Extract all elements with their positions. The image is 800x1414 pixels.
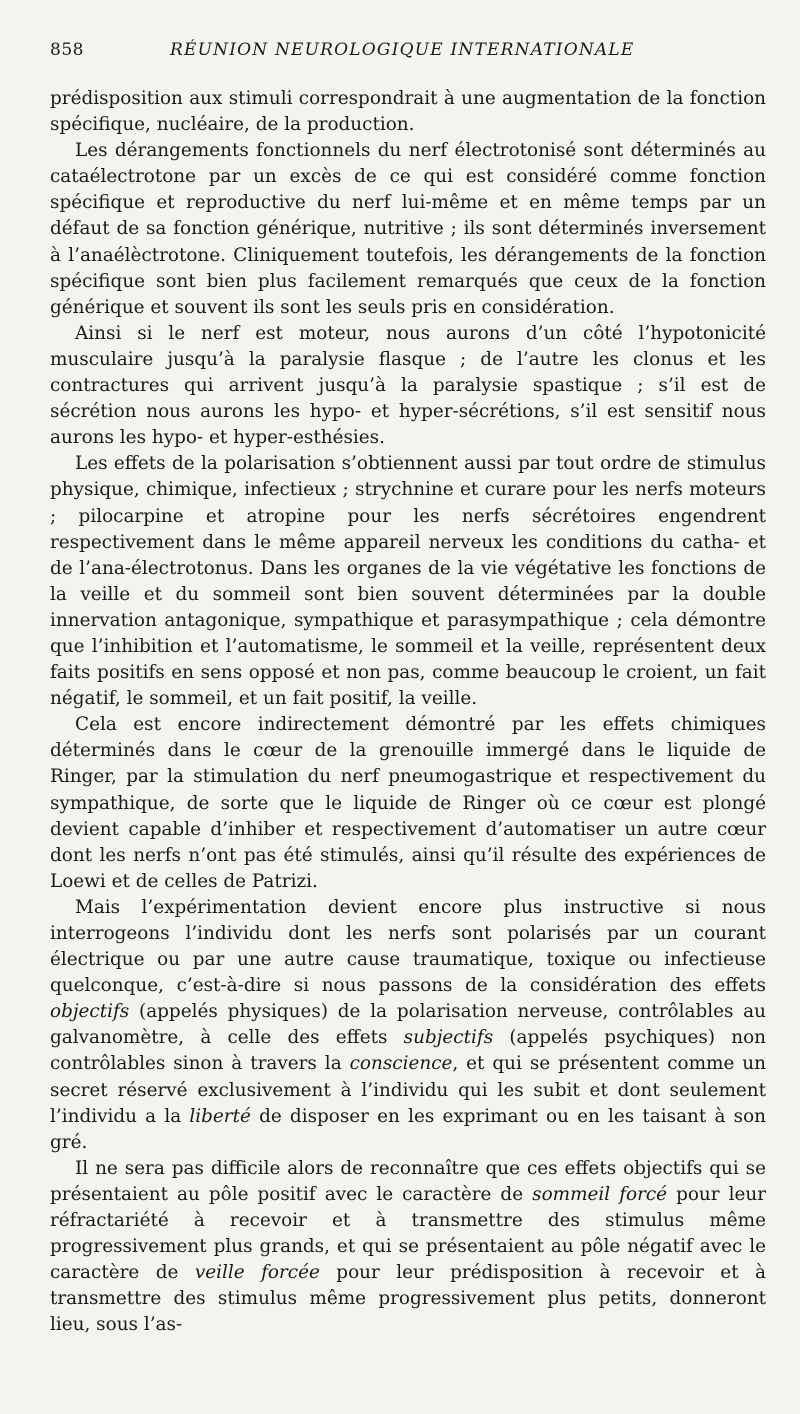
paragraph — [50, 451, 766, 712]
paragraph — [50, 321, 766, 451]
text-run: Ainsi si le nerf est moteur, nous aurons d’un côté l’hypotonicité musculaire jusqu’à la paralysie flasque ; de l’autre les clonus et les contractures qui arrivent jusqu’à la paralysie spastique ; s’il est de sécrétion nous aurons les hypo- et hyper-sécrétions, s’il est sensitif nous aurons les hypo- et hyper-esthésies. — [50, 322, 766, 449]
text-run: pour leur réfractariété à recevoir et à transmettre des stimulus même progressivement plus grands, et qui se présentaient au pôle négatif avec le caractère de — [50, 1183, 766, 1284]
text-run: Les effets de la polarisation s’obtiennent aussi par tout ordre de stimulus physique, chimique, infectieux ; strychnine et curare pour les nerfs moteurs ; pilocarpine et atropine pour les nerfs sécrétoires engendrent respectivement dans le même appareil nerveux les conditions du catha- et de l’ana-électrotonus. Dans les organes de la vie végétative les fonctions de la veille et du sommeil sont bien souvent déterminées par la double innervation antagonique, sympathique et parasympathique ; cela démontre que l’inhibition et l’automatisme, le sommeil et la veille, représentent deux faits positifs en sens opposé et non pas, comme beaucoup le croient, un fait négatif, le sommeil, et un fait positif, la veille. — [50, 453, 766, 710]
italic-term: conscience — [349, 1053, 453, 1075]
text-run: Cela est encore indirectement démontré par les effets chimiques déterminés dans le cœur de la grenouille immergé dans le liquide de Ringer, par la stimulation du nerf pneumogastrique et respectivement du sympathique, de sorte que le liquide de Ringer où ce cœur est plongé devient capable d’inhiber et respectivement d’automatiser un autre cœur dont les nerfs n’ont pas été stimulés, ainsi qu’il résulte des expériences de Loewi et de celles de Patrizi. — [50, 714, 766, 892]
body-text — [50, 86, 766, 1339]
italic-term: sommeil forcé — [532, 1183, 668, 1205]
page-number: 858 — [50, 40, 84, 60]
paragraph — [50, 138, 766, 321]
running-head — [50, 40, 766, 74]
italic-term: objectifs — [50, 1001, 130, 1023]
text-run: (appelés psychiques) non contrôlables sinon à travers la — [50, 1027, 767, 1075]
text-run: Il ne sera pas difficile alors de reconnaître que ces effets objectifs qui se présentaient au pôle positif avec le caractère de — [50, 1157, 766, 1205]
text-run: prédisposition aux stimuli correspondrait à une augmentation de la fonction spécifique, nucléaire, de la production. — [50, 88, 766, 136]
text-run: (appelés physiques) de la polarisation nerveuse, contrôlables au galvanomètre, à celle des effets — [50, 1001, 766, 1049]
text-run: de disposer en les exprimant ou en les taisant à son gré. — [50, 1105, 766, 1153]
italic-term: liberté — [189, 1105, 251, 1127]
text-run: pour leur prédisposition à recevoir et à transmettre des stimulus même progressivement plus petits, donneront lieu, sous l’as- — [50, 1262, 766, 1336]
paragraph — [50, 895, 766, 1156]
paragraph — [50, 86, 766, 138]
paragraph — [50, 1156, 766, 1339]
text-run: Les dérangements fonctionnels du nerf électrotonisé sont déterminés au cataélectrotone par un excès de ce qui est considéré comme fonction spécifique et reproductive du nerf lui-même et en même temps par un défaut de sa fonction générique, nutritive ; ils sont déterminés inversement à l’anaélèctrotone. Cliniquement toutefois, les dérangements de la fonction spécifique sont bien plus facilement remarqués que ceux de la fonction générique et souvent ils sont les seuls pris en considération. — [50, 140, 766, 318]
running-head-title: RÉUNION NEUROLOGIQUE INTERNATIONALE — [170, 40, 635, 60]
paragraph — [50, 712, 766, 895]
italic-term: subjectifs — [403, 1027, 494, 1049]
text-run: , et qui se présentent comme un secret réservé exclusivement à l’individu qui les subit et dont seulement l’individu a la — [50, 1053, 766, 1127]
text-run: Mais l’expérimentation devient encore plus instructive si nous interrogeons l’individu dont les nerfs sont polarisés par un courant électrique ou par une autre cause traumatique, toxique ou infectieuse quelconque, c’est-à-dire si nous passons de la considération des effets — [50, 896, 766, 997]
italic-term: veille forcée — [194, 1262, 320, 1284]
